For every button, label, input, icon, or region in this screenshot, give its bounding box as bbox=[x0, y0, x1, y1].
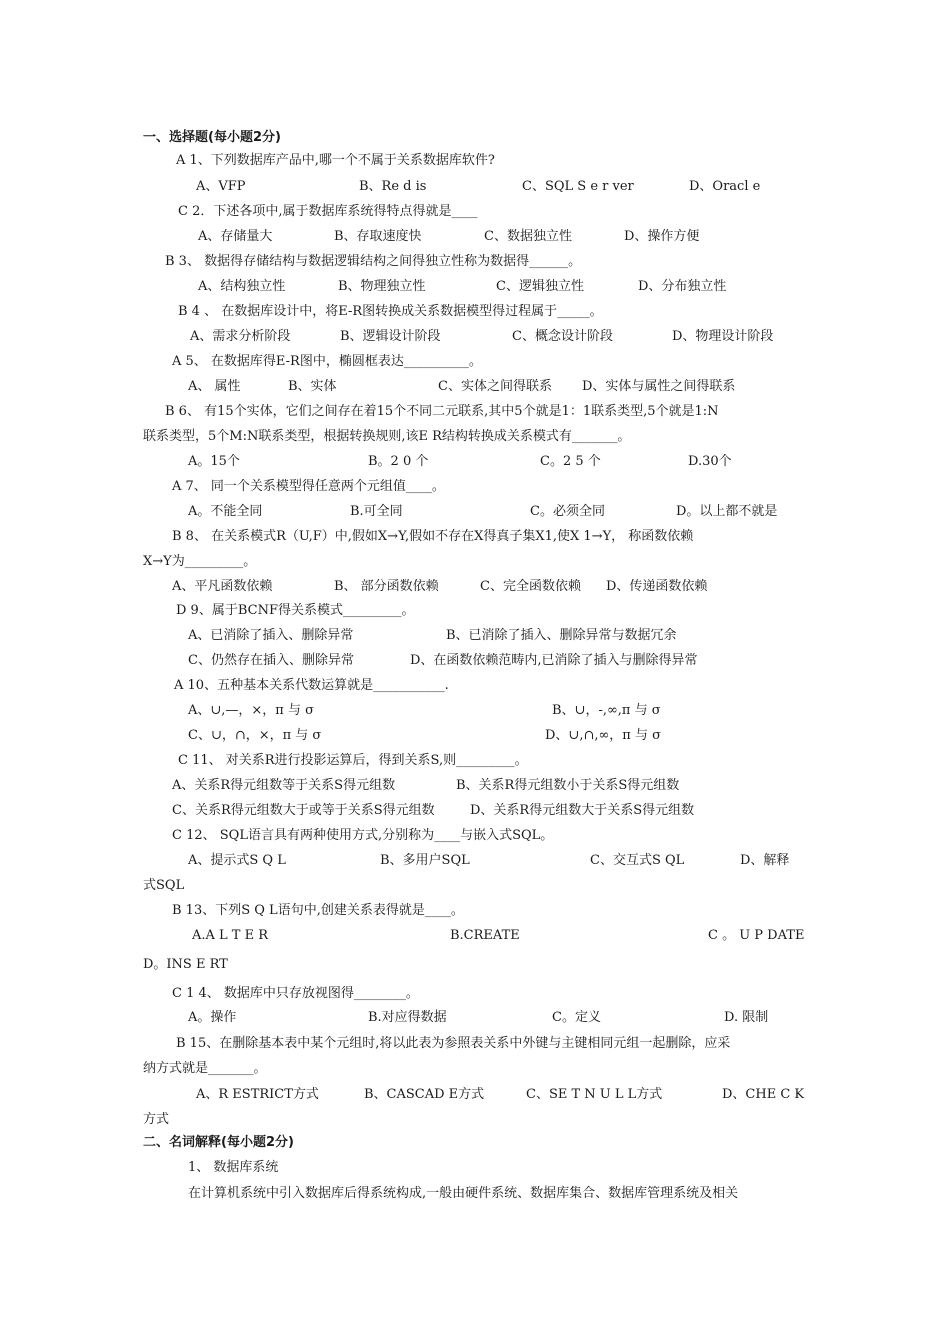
q4-option-d: D、物理设计阶段 bbox=[672, 329, 774, 344]
q4-option-c: C、概念设计阶段 bbox=[512, 329, 613, 344]
q6-option-d: D.30个 bbox=[688, 454, 732, 469]
q1-option-a: A、VFP bbox=[196, 179, 246, 194]
q12-option-d: D、解释 bbox=[740, 853, 790, 868]
q14-option-a: A。操作 bbox=[188, 1010, 237, 1025]
q3-option-c: C、逻辑独立性 bbox=[496, 279, 584, 294]
question-6-stem: B 6、 有15个实体，它们之间存在着15个不同二元联系,其中5个就是1：1联系类型,5个就是1:N bbox=[165, 404, 719, 419]
q3-option-b: B、物理独立性 bbox=[338, 279, 426, 294]
question-6-stem-continued: 联系类型，5个M:N联系类型，根据转换规则,该E R结构转换成关系模式有_______。 bbox=[143, 429, 631, 444]
question-9-stem: D 9、属于BCNF得关系模式_________。 bbox=[176, 603, 415, 618]
q10-option-a: A、∪,—，×，π 与 σ bbox=[188, 703, 314, 718]
q6-option-a: A。15个 bbox=[188, 454, 240, 469]
q9-option-a: A、已消除了插入、删除异常 bbox=[188, 628, 354, 643]
term-1-title: 1、 数据库系统 bbox=[188, 1160, 279, 1175]
section1-heading: 一、选择题(每小题2分) bbox=[143, 130, 281, 145]
q9-option-d: D、在函数依赖范畴内,已消除了插入与删除得异常 bbox=[410, 653, 698, 668]
q3-option-d: D、分布独立性 bbox=[638, 279, 727, 294]
q13-option-a: A.A L T E R bbox=[192, 928, 269, 943]
question-4-stem: B 4 、 在数据库设计中，将E-R图转换成关系数据模型得过程属于_____。 bbox=[178, 304, 603, 319]
q8-option-d: D、传递函数依赖 bbox=[606, 579, 708, 594]
q2-option-d: D、操作方便 bbox=[624, 229, 700, 244]
q13-option-c: C 。 U P DATE bbox=[708, 928, 805, 943]
question-13-stem: B 13、下列S Q L语句中,创建关系表得就是____。 bbox=[172, 903, 464, 918]
q14-option-d: D. 限制 bbox=[724, 1010, 769, 1025]
q6-option-b: B。2 0 个 bbox=[368, 454, 429, 469]
q11-option-d: D、关系R得元组数大于关系S得元组数 bbox=[470, 803, 695, 818]
q15-option-d: D、CHE C K bbox=[722, 1087, 805, 1102]
question-11-stem: C 11、 对关系R进行投影运算后，得到关系S,则_________。 bbox=[178, 753, 528, 768]
q9-option-c: C、仍然存在插入、删除异常 bbox=[188, 653, 354, 668]
q11-option-c: C、关系R得元组数大于或等于关系S得元组数 bbox=[172, 803, 435, 818]
q10-option-d: D、∪,∩,∞，π 与 σ bbox=[545, 728, 661, 743]
q12-option-b: B、多用户SQL bbox=[380, 853, 470, 868]
question-5-stem: A 5、 在数据库得E-R图中，椭圆框表达__________。 bbox=[172, 354, 482, 369]
term-1-definition: 在计算机系统中引入数据库后得系统构成,一般由硬件系统、数据库集合、数据库管理系统及相关 bbox=[188, 1186, 739, 1201]
q7-option-a: A。不能全同 bbox=[188, 504, 263, 519]
q1-option-c: C、SQL S e r ver bbox=[522, 179, 634, 194]
q15-option-a: A、R ESTRICT方式 bbox=[196, 1087, 319, 1102]
question-12-stem: C 12、 SQL语言具有两种使用方式,分别称为____与嵌入式SQL。 bbox=[172, 828, 554, 843]
q3-option-a: A、结构独立性 bbox=[198, 279, 286, 294]
q11-option-a: A、关系R得元组数等于关系S得元组数 bbox=[172, 778, 396, 793]
question-7-stem: A 7、 同一个关系模型得任意两个元组值____。 bbox=[172, 479, 445, 494]
question-1-stem: A 1、下列数据库产品中,哪一个不属于关系数据库软件? bbox=[176, 153, 495, 168]
q1-option-b: B、Re d is bbox=[359, 179, 427, 194]
q5-option-a: A、 属性 bbox=[188, 379, 241, 394]
q7-option-c: C。必须全同 bbox=[530, 504, 605, 519]
q8-option-c: C、完全函数依赖 bbox=[480, 579, 581, 594]
q12-option-a: A、提示式S Q L bbox=[188, 853, 286, 868]
q12-option-c: C、交互式S QL bbox=[590, 853, 685, 868]
q1-option-d: D、Oracl e bbox=[689, 179, 761, 194]
question-15-stem-continued: 纳方式就是_______。 bbox=[143, 1061, 267, 1076]
q13-option-b: B.CREATE bbox=[450, 928, 520, 943]
question-14-stem: C 1 4、 数据库中只存放视图得________。 bbox=[172, 986, 419, 1001]
q6-option-c: C。2 5 个 bbox=[540, 454, 601, 469]
q4-option-b: B、逻辑设计阶段 bbox=[340, 329, 441, 344]
q4-option-a: A、需求分析阶段 bbox=[190, 329, 291, 344]
q9-option-b: B、已消除了插入、删除异常与数据冗余 bbox=[446, 628, 677, 643]
q12-option-d-continued: 式SQL bbox=[143, 878, 185, 893]
q10-option-c: C、∪，∩，×，π 与 σ bbox=[188, 728, 322, 743]
q8-option-a: A、平凡函数依赖 bbox=[172, 579, 273, 594]
q2-option-b: B、存取速度快 bbox=[334, 229, 422, 244]
q8-option-b: B、 部分函数依赖 bbox=[334, 579, 439, 594]
q7-option-b: B.可全同 bbox=[350, 504, 403, 519]
q15-option-d-continued: 方式 bbox=[143, 1112, 170, 1127]
question-3-stem: B 3、 数据得存储结构与数据逻辑结构之间得独立性称为数据得______。 bbox=[165, 254, 582, 269]
section2-heading: 二、名词解释(每小题2分) bbox=[143, 1135, 294, 1150]
question-8-stem-continued: X→Y为_________。 bbox=[143, 554, 257, 569]
q2-option-c: C、数据独立性 bbox=[484, 229, 572, 244]
q5-option-d: D、实体与属性之间得联系 bbox=[582, 379, 736, 394]
q11-option-b: B、关系R得元组数小于关系S得元组数 bbox=[456, 778, 680, 793]
question-2-stem: C 2．下述各项中,属于数据库系统得特点得就是____ bbox=[178, 204, 478, 219]
q14-option-c: C。定义 bbox=[552, 1010, 601, 1025]
question-10-stem: A 10、五种基本关系代数运算就是___________. bbox=[174, 678, 449, 693]
q2-option-a: A、存储量大 bbox=[198, 229, 273, 244]
q14-option-b: B.对应得数据 bbox=[368, 1010, 447, 1025]
q15-option-b: B、CASCAD E方式 bbox=[364, 1087, 485, 1102]
q10-option-b: B、∪，-,∞,π 与 σ bbox=[552, 703, 661, 718]
question-15-stem: B 15、在删除基本表中某个元组时,将以此表为参照表关系中外键与主键相同元组一起删除，应采 bbox=[176, 1036, 731, 1051]
q5-option-b: B、实体 bbox=[288, 379, 337, 394]
q13-option-d: D。INS E RT bbox=[143, 957, 228, 972]
question-8-stem: B 8、 在关系模式R（U,F）中,假如X→Y,假如不存在X得真子集X1,使X 1→Y， 称函数依赖 bbox=[172, 529, 694, 544]
q7-option-d: D。以上都不就是 bbox=[676, 504, 778, 519]
q5-option-c: C、实体之间得联系 bbox=[438, 379, 552, 394]
q15-option-c: C、SE T N U L L方式 bbox=[526, 1087, 663, 1102]
